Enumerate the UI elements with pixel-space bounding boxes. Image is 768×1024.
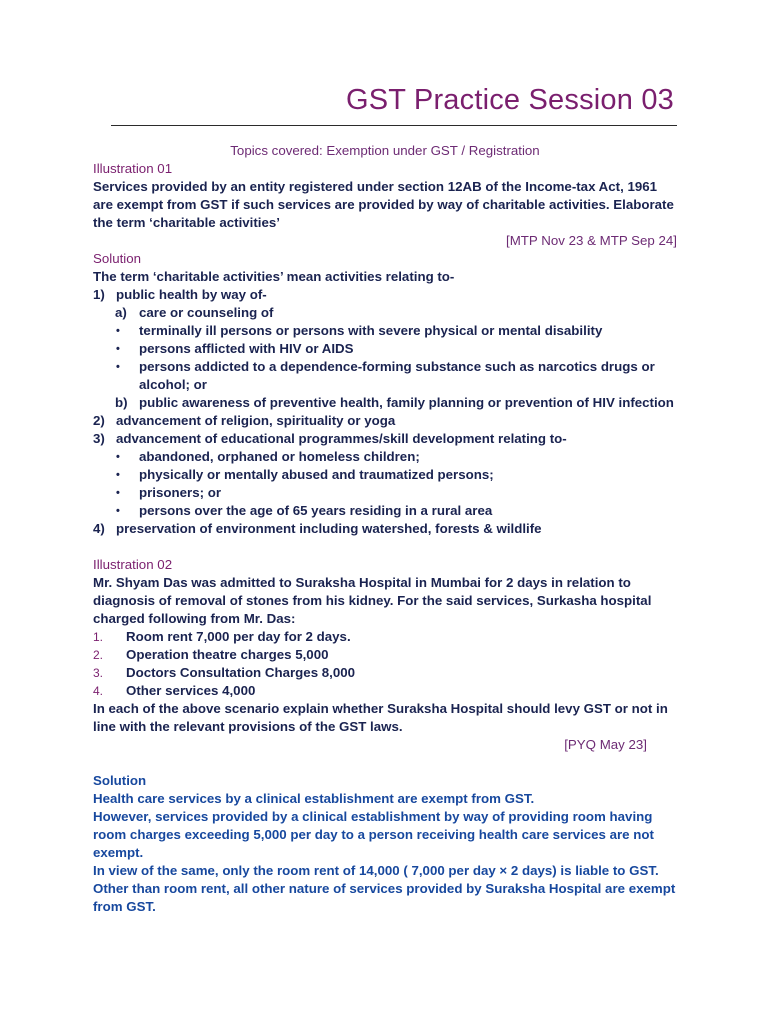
bullet-item [93, 358, 677, 394]
bullet-icon: • [116, 469, 120, 481]
illustration-1-reference: [MTP Nov 23 & MTP Sep 24] [506, 233, 677, 248]
list-item [93, 304, 677, 322]
list-marker: 1) [93, 287, 105, 302]
bullet-text: terminally ill persons or persons with severe physical or mental disability [139, 323, 603, 338]
bullet-icon: • [116, 487, 120, 499]
charge-text: Operation theatre charges 5,000 [126, 647, 329, 662]
bullet-item [93, 322, 677, 340]
bullet-text: persons afflicted with HIV or AIDS [139, 341, 354, 356]
solution-paragraph: However, services provided by a clinical establishment by way of providing room having room charges exceeding 5,000 per day to a person receiving health care services are not exempt. [93, 809, 654, 860]
bullet-item [93, 340, 677, 358]
list-item [93, 430, 677, 448]
list-marker: 1. [93, 630, 104, 644]
charge-item [93, 628, 677, 646]
list-item [93, 412, 677, 430]
charge-text: Doctors Consultation Charges 8,000 [126, 665, 356, 680]
list-marker: 4. [93, 684, 104, 698]
bullet-icon: • [116, 343, 120, 355]
solution-paragraph: In view of the same, only the room rent of 14,000 ( 7,000 per day × 2 days) is liable to GST. Other than room rent, all other nature of services provided by Suraksha Hospital are exempt from GST. [93, 863, 676, 914]
bullet-icon: • [116, 505, 120, 517]
illustration-1-heading: Illustration 01 [93, 161, 173, 176]
page-title: GST Practice Session 03 [345, 84, 674, 116]
illustration-2-question: Mr. Shyam Das was admitted to Suraksha Hospital in Mumbai for 2 days in relation to diagnosis of removal of stones from his kidney. For the said services, Surkasha hospital charged following from Mr. Das: [93, 575, 652, 626]
list-item-text: preservation of environment including watershed, forests & wildlife [116, 521, 542, 536]
topics-covered: Topics covered: Exemption under GST / Registration [230, 143, 540, 158]
list-item-text: care or counseling of [139, 305, 274, 320]
list-marker: 3) [93, 431, 105, 446]
illustration-2-reference: [PYQ May 23] [564, 737, 647, 752]
illustration-2-solution-heading: Solution [93, 773, 147, 788]
spacer [93, 754, 677, 772]
spacer [93, 538, 677, 556]
bullet-icon: • [116, 451, 120, 463]
illustration-1-solution-heading: Solution [93, 251, 142, 266]
list-item-text: advancement of educational programmes/skill development relating to- [116, 431, 567, 446]
list-marker: 2) [93, 413, 105, 428]
document-body [93, 142, 677, 916]
illustration-1-question: Services provided by an entity registered under section 12AB of the Income-tax Act, 1961 are exempt from GST if such services are provided by way of charitable activities. Elaborate the term ‘charitable activities’ [93, 179, 674, 230]
charge-text: Other services 4,000 [126, 683, 256, 698]
list-item [93, 394, 677, 412]
charge-item [93, 664, 677, 682]
solution-paragraph: Health care services by a clinical establishment are exempt from GST. [93, 791, 535, 806]
list-item-text: public awareness of preventive health, family planning or prevention of HIV infection [139, 395, 674, 410]
bullet-text: prisoners; or [139, 485, 222, 500]
charge-item [93, 646, 677, 664]
bullet-text: physically or mentally abused and traumatized persons; [139, 467, 494, 482]
list-marker: a) [115, 305, 127, 320]
illustration-2-heading: Illustration 02 [93, 557, 173, 572]
bullet-text: abandoned, orphaned or homeless children; [139, 449, 420, 464]
illustration-1-intro: The term ‘charitable activities’ mean activities relating to- [93, 269, 455, 284]
list-marker: 3. [93, 666, 104, 680]
charge-text: Room rent 7,000 per day for 2 days. [126, 629, 351, 644]
bullet-icon: • [116, 361, 120, 373]
bullet-item [93, 466, 677, 484]
bullet-text: persons addicted to a dependence-forming substance such as narcotics drugs or alcohol; or [139, 359, 655, 392]
bullet-text: persons over the age of 65 years residing in a rural area [139, 503, 493, 518]
bullet-icon: • [116, 325, 120, 337]
list-marker: 4) [93, 521, 105, 536]
list-marker: 2. [93, 648, 104, 662]
illustration-2-ask: In each of the above scenario explain whether Suraksha Hospital should levy GST or not in line with the relevant provisions of the GST laws. [93, 701, 668, 734]
list-item [93, 520, 677, 538]
bullet-item [93, 502, 677, 520]
list-item [93, 286, 677, 304]
list-item-text: public health by way of- [116, 287, 267, 302]
bullet-item [93, 448, 677, 466]
bullet-item [93, 484, 677, 502]
list-marker: b) [115, 395, 128, 410]
title-divider [111, 125, 677, 126]
charge-item [93, 682, 677, 700]
list-item-text: advancement of religion, spirituality or yoga [116, 413, 396, 428]
